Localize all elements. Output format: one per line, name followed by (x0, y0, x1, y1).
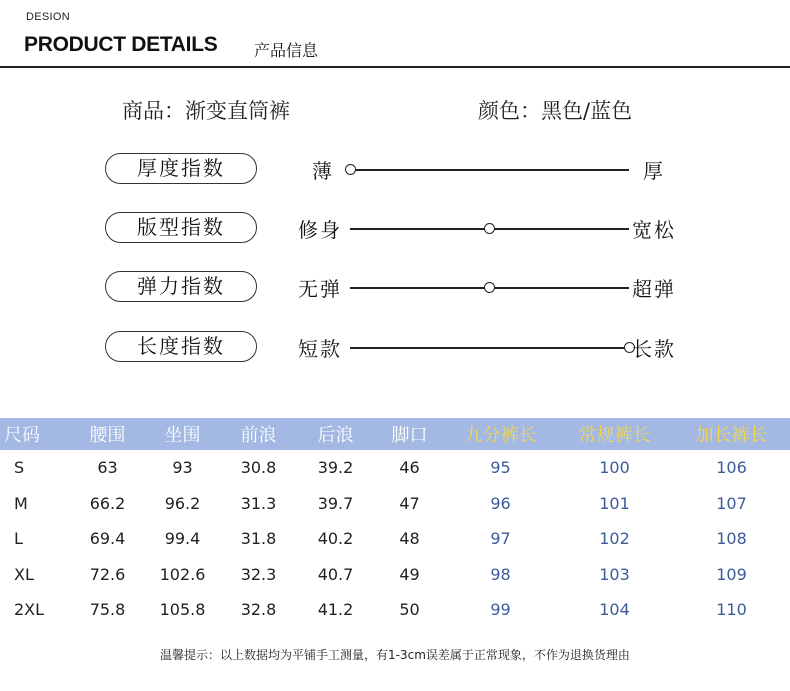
table-cell: 95 (490, 458, 511, 478)
column-header: 腰围 (89, 425, 126, 446)
table-cell: 50 (399, 600, 420, 620)
page-title: PRODUCT DETAILS (24, 33, 218, 56)
index-scale-line (350, 169, 629, 171)
table-cell: 72.6 (89, 564, 126, 584)
column-header: 脚口 (391, 425, 428, 446)
table-cell: 93 (172, 458, 193, 478)
table-cell: 46 (399, 458, 420, 478)
table-cell: 102.6 (159, 564, 206, 584)
table-cell: 108 (716, 529, 747, 549)
index-left-label: 短款 (298, 337, 342, 361)
table-row (0, 521, 790, 557)
table-cell: 49 (399, 564, 420, 584)
product-name: 商品：渐变直筒裤 (122, 99, 290, 123)
table-header-row (0, 418, 790, 450)
table-row (0, 450, 790, 486)
page-title-cn: 产品信息 (254, 41, 319, 60)
table-cell: 40.2 (317, 529, 354, 549)
table-cell: 39.7 (317, 493, 354, 513)
table-cell: 106 (716, 458, 747, 478)
table-cell: 102 (599, 529, 630, 549)
index-marker (484, 282, 495, 293)
table-cell: 69.4 (89, 529, 126, 549)
table-cell: 99 (490, 600, 511, 620)
table-cell: 63 (97, 458, 118, 478)
table-cell: 39.2 (317, 458, 354, 478)
table-cell: 110 (716, 600, 747, 620)
column-header: 九分裤长 (464, 425, 537, 446)
table-cell: 96 (490, 493, 511, 513)
index-pill-fit: 版型指数 (105, 212, 257, 243)
table-cell: S (14, 458, 25, 478)
table-cell: 100 (599, 458, 630, 478)
table-cell: 32.3 (240, 564, 277, 584)
table-cell: L (14, 529, 23, 549)
table-cell: 99.4 (164, 529, 201, 549)
table-cell: 48 (399, 529, 420, 549)
column-header: 加长裤长 (695, 425, 768, 446)
column-header: 尺码 (4, 425, 40, 446)
table-row (0, 486, 790, 522)
table-cell: 97 (490, 529, 511, 549)
table-cell: 109 (716, 564, 747, 584)
table-cell: 75.8 (89, 600, 126, 620)
table-cell: 47 (399, 493, 420, 513)
table-cell: 105.8 (159, 600, 206, 620)
header-divider (0, 66, 790, 68)
size-table (0, 418, 790, 628)
index-left-label: 修身 (298, 218, 342, 242)
index-left-label: 无弹 (298, 277, 342, 301)
index-scale-line (350, 347, 629, 349)
table-row (0, 557, 790, 593)
index-left-label: 薄 (312, 159, 334, 183)
table-cell: 40.7 (317, 564, 354, 584)
table-cell: 101 (599, 493, 630, 513)
index-right-label: 宽松 (632, 218, 676, 242)
table-cell: 96.2 (164, 493, 201, 513)
table-cell: 31.3 (240, 493, 277, 513)
measurement-note: 温馨提示：以上数据均为平铺手工测量，有1-3cm误差属于正常现象，不作为退换货理由 (160, 648, 630, 662)
index-right-label: 超弹 (632, 277, 676, 301)
product-color: 颜色：黑色/蓝色 (478, 99, 633, 123)
table-cell: 31.8 (240, 529, 277, 549)
index-right-label: 厚 (643, 159, 665, 183)
table-cell: 66.2 (89, 493, 126, 513)
table-cell: M (14, 493, 28, 513)
table-cell: 32.8 (240, 600, 277, 620)
table-cell: XL (14, 564, 34, 584)
index-pill-length: 长度指数 (105, 331, 257, 362)
column-header: 前浪 (240, 425, 277, 446)
table-cell: 98 (490, 564, 511, 584)
index-right-label: 长款 (632, 337, 676, 361)
table-cell: 103 (599, 564, 630, 584)
index-pill-thickness: 厚度指数 (105, 153, 257, 184)
table-row (0, 592, 790, 628)
table-cell: 2XL (14, 600, 45, 620)
index-marker (484, 223, 495, 234)
index-pill-stretch: 弹力指数 (105, 271, 257, 302)
column-header: 常规裤长 (578, 425, 651, 446)
column-header: 坐围 (164, 425, 201, 446)
table-cell: 104 (599, 600, 630, 620)
index-marker (345, 164, 356, 175)
column-header: 后浪 (317, 425, 354, 446)
table-cell: 41.2 (317, 600, 354, 620)
table-cell: 107 (716, 493, 747, 513)
table-cell: 30.8 (240, 458, 277, 478)
brand-label: DESION (26, 11, 70, 23)
